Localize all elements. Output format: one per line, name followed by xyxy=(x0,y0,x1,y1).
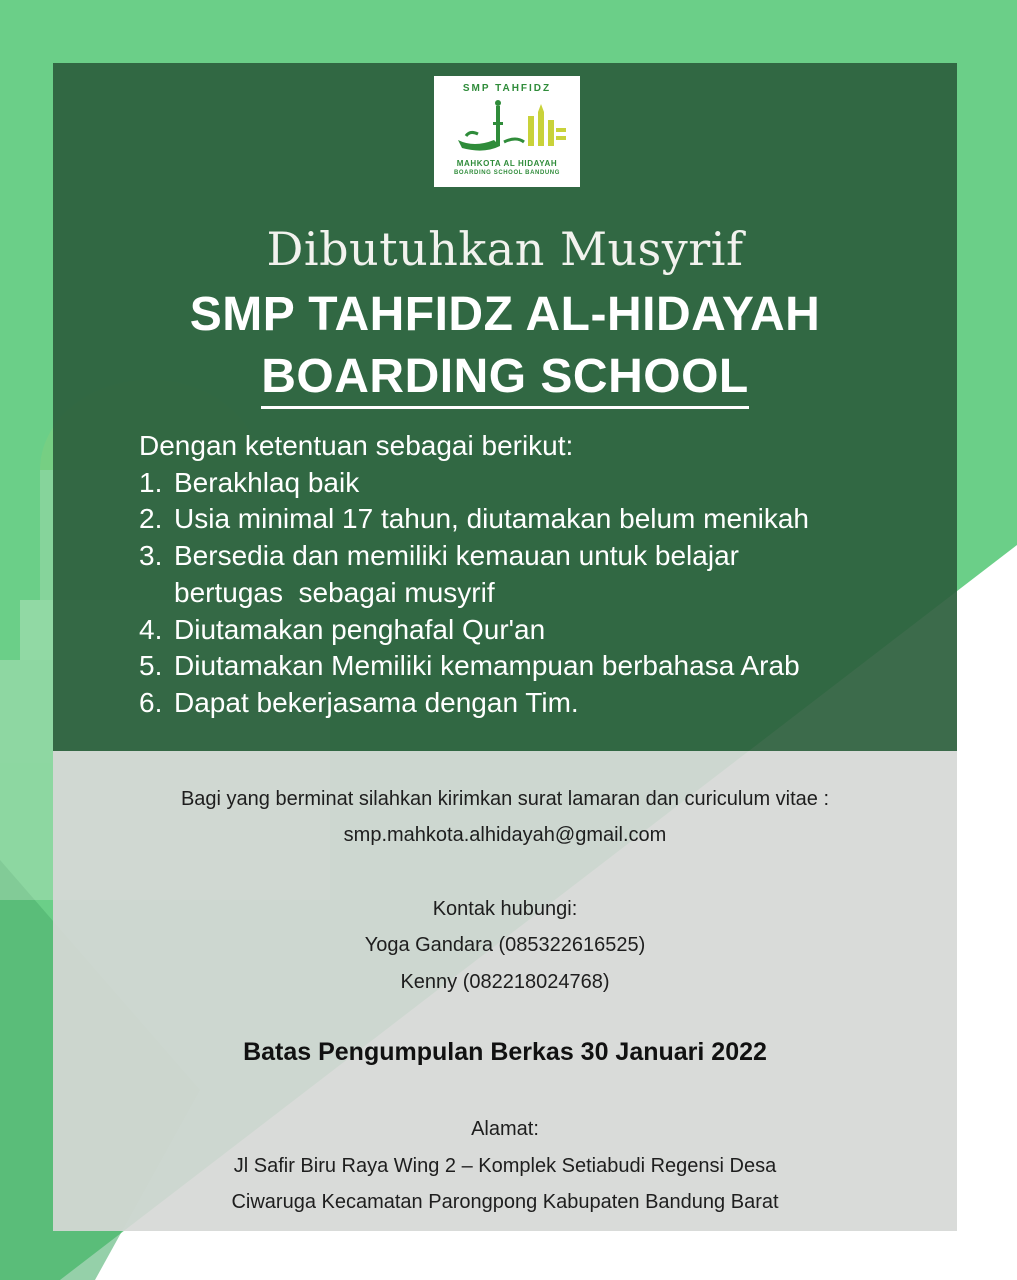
school-name-line-1: SMP TAHFIDZ AL-HIDAYAH xyxy=(189,288,821,341)
contact-person-2: Kenny (082218024768) xyxy=(400,971,610,993)
poster-headline: Dibutuhkan Musyrif xyxy=(266,222,744,276)
requirement-item xyxy=(139,612,939,649)
contact-label: Kontak hubungi: xyxy=(432,898,578,920)
requirement-item xyxy=(139,648,939,685)
requirement-text-line-2: bertugas sebagai musyrif xyxy=(174,576,495,608)
requirement-number: 1. xyxy=(139,466,163,498)
requirements-list xyxy=(139,428,939,722)
requirement-text: Berakhlaq baik xyxy=(174,466,360,498)
requirement-item xyxy=(139,501,939,538)
school-name-line-2-text: BOARDING SCHOOL xyxy=(261,349,749,409)
requirements-intro: Dengan ketentuan sebagai berikut: xyxy=(139,430,574,461)
requirement-item xyxy=(139,538,939,611)
requirement-text: Diutamakan penghafal Qur'an xyxy=(174,613,546,645)
logo-top-text: SMP TAHFIDZ xyxy=(462,83,552,94)
requirement-text: Dapat bekerjasama dengan Tim. xyxy=(174,686,579,718)
requirement-text: Diutamakan Memiliki kemampuan berbahasa Arab xyxy=(174,650,800,682)
logo-school-name: MAHKOTA AL HIDAYAH xyxy=(456,159,558,168)
requirement-number: 4. xyxy=(139,613,163,645)
requirement-number: 2. xyxy=(139,503,163,535)
requirement-item xyxy=(139,465,939,502)
submission-deadline: Batas Pengumpulan Berkas 30 Januari 2022 xyxy=(243,1038,767,1066)
address-line-1: Jl Safir Biru Raya Wing 2 – Komplek Setiabudi Regensi Desa xyxy=(233,1155,777,1177)
requirement-item xyxy=(139,685,939,722)
apply-instructions: Bagi yang berminat silahkan kirimkan surat lamaran dan curiculum vitae : xyxy=(180,788,830,810)
logo-school-subtitle: BOARDING SCHOOL BANDUNG xyxy=(453,170,561,176)
requirement-text: Usia minimal 17 tahun, diutamakan belum menikah xyxy=(174,503,809,535)
requirement-text xyxy=(174,538,939,611)
requirement-number: 5. xyxy=(139,650,163,682)
requirement-number: 6. xyxy=(139,686,163,718)
address-line-2: Ciwaruga Kecamatan Parongpong Kabupaten Bandung Barat xyxy=(231,1191,779,1213)
requirement-text-line-1: Bersedia dan memiliki kemauan untuk belajar xyxy=(174,540,739,572)
calligraphy-logo-icon xyxy=(444,96,570,154)
address-label: Alamat: xyxy=(471,1118,539,1140)
contact-email: smp.mahkota.alhidayah@gmail.com xyxy=(343,824,667,846)
requirement-number: 3. xyxy=(139,540,163,572)
school-logo xyxy=(434,76,580,187)
school-name-line-2 xyxy=(53,349,957,409)
contact-person-1: Yoga Gandara (085322616525) xyxy=(364,934,646,956)
